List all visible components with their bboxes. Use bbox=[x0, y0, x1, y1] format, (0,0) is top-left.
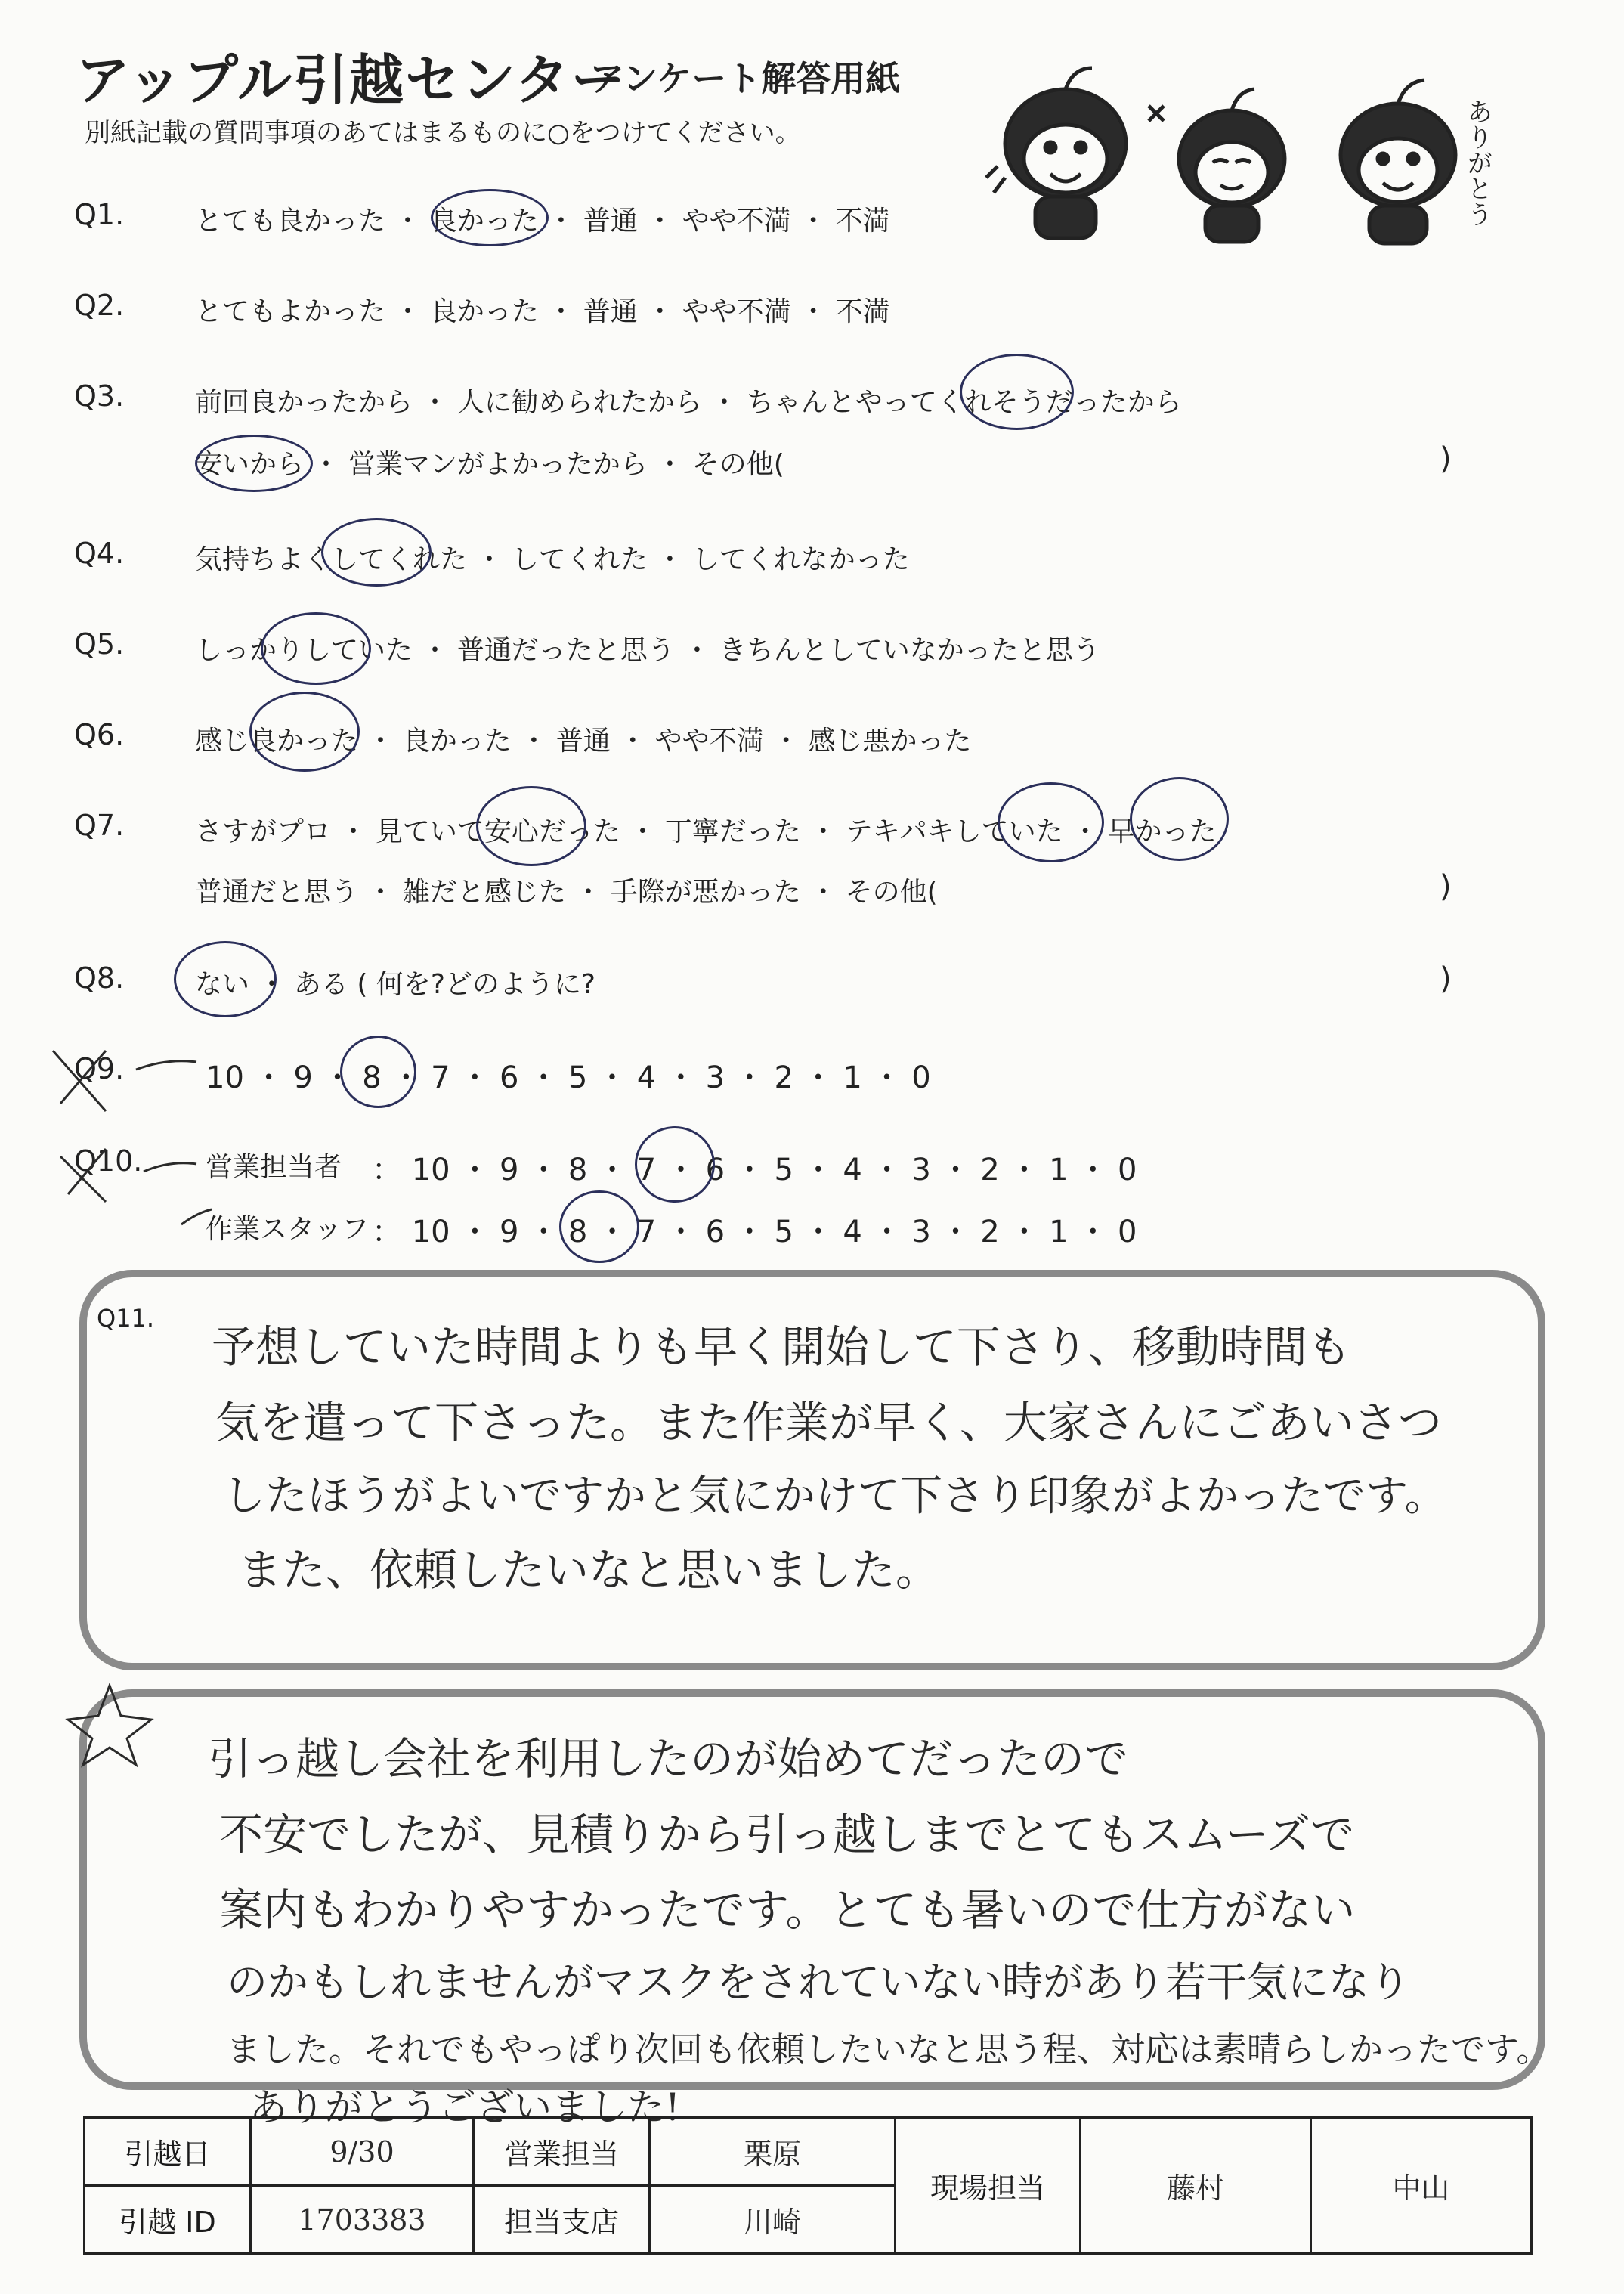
comment-2-line-3: 案内もわかりやすかったです。とても暑いので仕方がない bbox=[219, 1884, 1356, 1936]
q7-answer-circle-3 bbox=[1130, 777, 1229, 861]
comment-2-line-1: 引っ越し会社を利用したのが始めてだったので bbox=[208, 1733, 1129, 1785]
q7-answer-circle-1 bbox=[476, 786, 586, 866]
q1-label: Q1. bbox=[74, 198, 125, 231]
q8-options: ない ・ ある ( 何を?どのように? bbox=[195, 969, 596, 1000]
q3-options-line2: 安いから ・ 営業マンがよかったから ・ その他( bbox=[195, 449, 784, 480]
q10-label: Q10. bbox=[74, 1144, 143, 1178]
move-date-label: 引越日 bbox=[85, 2118, 251, 2186]
move-date-value: 9/30 bbox=[251, 2118, 474, 2186]
info-table bbox=[83, 2116, 1533, 2255]
comment-2-line-4: のかもしれませんがマスクをされていない時があり若干気になり bbox=[227, 1958, 1410, 2006]
q7-label: Q7. bbox=[74, 809, 125, 842]
branch-value: 川崎 bbox=[650, 2186, 896, 2254]
move-id-label: 引越 ID bbox=[85, 2186, 251, 2254]
q3-close-paren: ) bbox=[1440, 441, 1452, 476]
q10-sales-scale: ： 10 ・ 9 ・ 8 ・ 7 ・ 6 ・ 5 ・ 4 ・ 3 ・ 2 ・ 1 ・ 0 bbox=[372, 1153, 1137, 1187]
q10-staff-answer-circle bbox=[559, 1190, 639, 1263]
site-staff-value-2: 中山 bbox=[1311, 2118, 1532, 2254]
q11-label: Q11. bbox=[97, 1304, 155, 1333]
q4-answer-circle bbox=[321, 518, 432, 587]
q2-label: Q2. bbox=[74, 289, 125, 322]
q4-label: Q4. bbox=[74, 537, 125, 570]
monkey-mascot-illustration bbox=[982, 45, 1527, 249]
q8-answer-circle bbox=[174, 941, 277, 1017]
q10-sales-answer-circle bbox=[635, 1126, 715, 1203]
mascot-caption: ありがとう bbox=[1462, 98, 1493, 227]
q7-options-line1: さすがプロ ・ 見ていて安心だった ・ 丁寧だった ・ テキパキしていた ・ 早かった bbox=[195, 816, 1217, 847]
q6-label: Q6. bbox=[74, 718, 125, 751]
q7-options-line2: 普通だと思う ・ 雑だと感じた ・ 手際が悪かった ・ その他( bbox=[195, 877, 938, 908]
comment-1-line-1: 予想していた時間よりも早く開始して下さり、移動時間も bbox=[212, 1321, 1352, 1373]
q3-answer-circle-1 bbox=[960, 354, 1074, 430]
q3-options-line1: 前回良かったから ・ 人に勧められたから ・ ちゃんとやってくれそうだったから bbox=[195, 387, 1182, 418]
q3-answer-circle-2 bbox=[195, 435, 313, 492]
q4-options: 気持ちよくしてくれた ・ してくれた ・ してくれなかった bbox=[195, 544, 910, 575]
q10-sales-label: 営業担当者 bbox=[206, 1152, 342, 1183]
comment-1-line-3: したほうがよいですかと気にかけて下さり印象がよかったです。 bbox=[223, 1472, 1447, 1521]
q2-options: とてもよかった ・ 良かった ・ 普通 ・ やや不満 ・ 不満 bbox=[195, 296, 890, 327]
branch-label: 担当支店 bbox=[474, 2186, 650, 2254]
q1-answer-circle bbox=[431, 189, 549, 246]
comment-1-line-2: 気を遣って下さった。また作業が早く、大家さんにごあいさつ bbox=[215, 1397, 1442, 1448]
sales-rep-value: 栗原 bbox=[650, 2118, 896, 2186]
form-subtitle: アンケート解答用紙 bbox=[589, 58, 901, 99]
comment-2-line-2: 不安でしたが、見積りから引っ越しまでとてもスムーズで bbox=[219, 1809, 1355, 1860]
q5-label: Q5. bbox=[74, 627, 125, 661]
form-title: アップル引越センター bbox=[76, 48, 627, 112]
comment-2-line-6: ありがとうございました! bbox=[249, 2085, 681, 2129]
q7-close-paren: ) bbox=[1440, 869, 1452, 904]
q9-score-scale: 10 ・ 9 ・ 8 ・ 7 ・ 6 ・ 5 ・ 4 ・ 3 ・ 2 ・ 1 ・ 0 bbox=[206, 1060, 931, 1095]
q7-answer-circle-2 bbox=[998, 782, 1104, 862]
sales-rep-label: 営業担当 bbox=[474, 2118, 650, 2186]
site-staff-label: 現場担当 bbox=[896, 2118, 1081, 2254]
q9-answer-circle bbox=[340, 1036, 416, 1108]
star-mark-icon bbox=[60, 1678, 159, 1769]
q8-label: Q8. bbox=[74, 961, 125, 995]
q8-close-paren: ) bbox=[1440, 961, 1452, 996]
q3-label: Q3. bbox=[74, 379, 125, 413]
q10-staff-label: 作業スタッフ bbox=[206, 1214, 370, 1245]
q10-staff-scale: ： 10 ・ 9 ・ 8 ・ 7 ・ 6 ・ 5 ・ 4 ・ 3 ・ 2 ・ 1 ・ 0 bbox=[372, 1215, 1137, 1249]
comment-1-line-4: また、依頼したいなと思いました。 bbox=[238, 1544, 940, 1596]
q5-options: しっかりしていた ・ 普通だったと思う ・ きちんとしていなかったと思う bbox=[195, 635, 1100, 666]
move-id-value: 1703383 bbox=[251, 2186, 474, 2254]
q5-answer-circle bbox=[261, 612, 371, 685]
q1-options: とても良かった ・ 良かった ・ 普通 ・ やや不満 ・ 不満 bbox=[195, 206, 890, 237]
instruction-text: 別紙記載の質問事項のあてはまるものに○をつけてください。 bbox=[85, 118, 801, 148]
q6-answer-circle bbox=[249, 692, 360, 772]
handwritten-check-marks bbox=[45, 1028, 219, 1285]
q9-label: Q9. bbox=[74, 1052, 125, 1085]
site-staff-value-1: 藤村 bbox=[1081, 2118, 1311, 2254]
q6-options: 感じ良かった ・ 良かった ・ 普通 ・ やや不満 ・ 感じ悪かった bbox=[195, 726, 972, 757]
comment-2-line-5: ました。それでもやっぱり次回も依頼したいなと思う程、対応は素晴らしかったです。 bbox=[227, 2029, 1551, 2070]
